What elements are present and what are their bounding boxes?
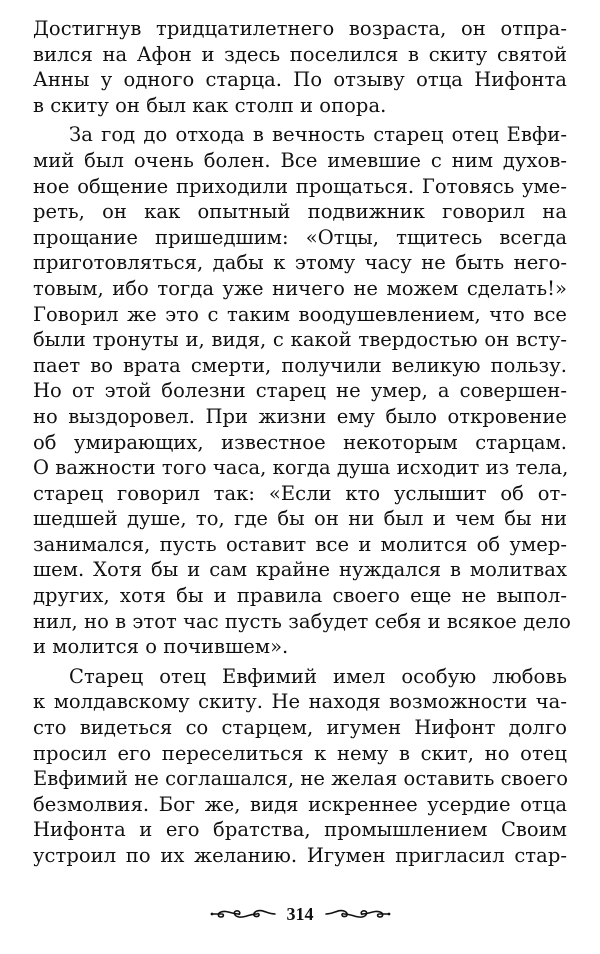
paragraph-3: [33, 664, 567, 869]
text-line: товым, ибо тогда уже ничего не можем сделать!»: [33, 276, 567, 300]
text-line: Нифонта и его братства, промышлением Своим: [33, 818, 567, 842]
text-line: пает во врата смерти, получили великую пользу.: [33, 353, 567, 377]
text-line: других, хотя бы и правила своего еще не выпол-: [33, 584, 567, 608]
text-line: Но от этой болезни старец не умер, а совершен-: [33, 379, 567, 403]
fleuron-right-icon: [324, 905, 392, 923]
paragraph-1: [33, 16, 567, 118]
text-line: в скиту он был как столп и опора.: [33, 93, 387, 117]
text-line: Достигнув тридцатилетнего возраста, он отпра-: [33, 17, 567, 40]
text-line: и молится о почившем».: [33, 635, 289, 659]
text-line: устроил по их желанию. Игумен пригласил стар-: [33, 844, 567, 867]
text-line: О важности того часа, когда душа исходит из тела,: [33, 456, 569, 480]
text-line: приготовляться, дабы к этому часу не быть него-: [33, 251, 567, 275]
page-body: [33, 16, 571, 869]
text-line: но выздоровел. При жизни ему было откровение: [33, 404, 567, 428]
page-footer: [0, 899, 600, 929]
text-line: сто видеться со старцем, игумен Нифонт долго: [33, 716, 567, 740]
text-line: нил, но в этот час пусть забудет себя и всякое дело: [33, 609, 571, 633]
text-line: Старец отец Евфимий имел особую любовь: [69, 664, 567, 688]
page-number: 314: [286, 903, 314, 924]
text-line: шем. Хотя бы и сам крайне нуждался в молитвах: [33, 558, 567, 582]
fleuron-left-icon: [209, 905, 277, 923]
text-line: старец говорил так: «Если кто услышит об от-: [33, 481, 567, 505]
text-line: реть, он как опытный подвижник говорил на: [33, 200, 567, 224]
text-line: к молдавскому скиту. Не находя возможности ча-: [33, 690, 567, 714]
text-line: шедшей душе, то, где бы он ни был и чем бы ни: [33, 507, 567, 531]
text-line: Анны у одного старца. По отзыву отца Нифонта: [33, 68, 567, 92]
text-line: прощание пришедшим: «Отцы, тщитесь всегда: [33, 225, 567, 249]
text-line: вился на Афон и здесь поселился в скиту святой: [33, 42, 567, 66]
text-line: безмолвия. Бог же, видя искреннее усердие отца: [33, 792, 567, 816]
text-line: Говорил же это с таким воодушевлением, что все: [33, 302, 567, 326]
text-line: мий был очень болен. Все имевшие с ним духов-: [33, 148, 567, 172]
text-line: были тронуты и, видя, с какой твердостью он всту-: [33, 328, 567, 352]
paragraph-2: [33, 122, 571, 659]
text-line: занимался, пусть оставит все и молится об умер-: [33, 532, 567, 556]
text-line: об умирающих, известное некоторым старцам.: [33, 430, 567, 454]
text-line: За год до отхода в вечность старец отец Евфи-: [69, 123, 567, 147]
text-line: Евфимий не соглашался, не желая оставить своего: [33, 767, 569, 791]
text-line: просил его переселиться к нему в скит, но отец: [33, 741, 567, 765]
text-line: ное общение приходили прощаться. Готовясь уме-: [33, 174, 567, 198]
